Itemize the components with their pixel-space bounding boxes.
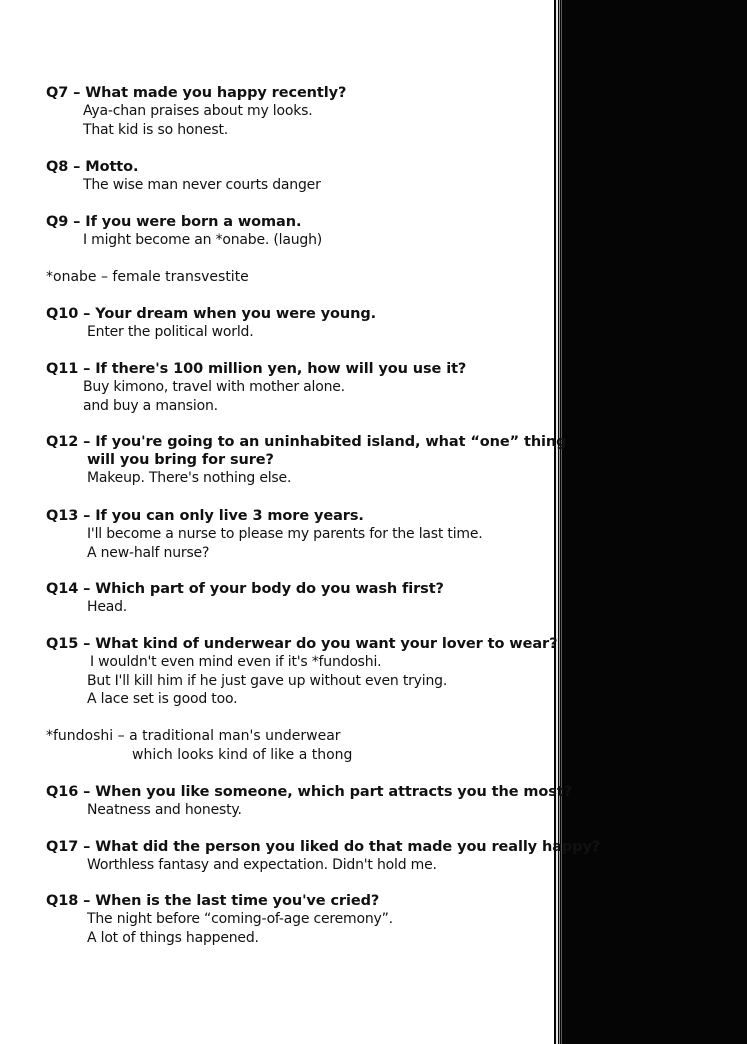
footnote-onabe: *onabe – female transvestite (46, 269, 249, 285)
question-text: What made you happy recently? (85, 85, 347, 101)
question-text: If you were born a woman. (85, 214, 302, 230)
edge-highlight-line (559, 0, 560, 1044)
qa-item-q15 (46, 635, 558, 709)
answer-line: A lace set is good too. (87, 691, 238, 707)
question-number: Q7 – (46, 85, 81, 101)
footnote-line: *fundoshi – a traditional man's underwear (46, 728, 341, 744)
answer-line: I wouldn't even mind even if it's *fundoshi. (90, 654, 382, 670)
question-number: Q14 – (46, 581, 91, 597)
question (46, 84, 546, 102)
answer-line: The wise man never courts danger (83, 177, 321, 193)
question-number: Q16 – (46, 784, 91, 800)
black-page-edge (554, 0, 747, 1044)
question-text: Your dream when you were young. (95, 306, 377, 322)
qa-item-q17 (46, 838, 601, 875)
question-text: Which part of your body do you wash first? (95, 581, 444, 597)
answer-line: The night before “coming-of-age ceremony”. (87, 911, 393, 927)
question-number: Q17 – (46, 839, 91, 855)
edge-highlight-line (561, 0, 562, 1044)
question (46, 838, 601, 856)
question-text: What did the person you liked do that made you really happy? (95, 839, 601, 855)
footnote-line-continued: which looks kind of like a thong (132, 746, 353, 763)
question (46, 433, 567, 469)
question-text: When you like someone, which part attracts you the most? (95, 784, 572, 800)
qa-item-q16 (46, 783, 572, 820)
answer-line: But I'll kill him if he just gave up without even trying. (87, 672, 448, 689)
question-text: What kind of underwear do you want your lover to wear? (95, 636, 558, 652)
answer-line: Aya-chan praises about my looks. (83, 103, 313, 119)
qa-item-q18 (46, 892, 546, 947)
answer-line: That kid is so honest. (83, 121, 228, 138)
qa-item-q10 (46, 305, 546, 342)
answer-line: Makeup. There's nothing else. (87, 470, 292, 486)
question-number: Q12 – (46, 434, 91, 450)
question (46, 635, 558, 653)
question (46, 507, 546, 525)
question-text: Motto. (85, 159, 139, 175)
question-number: Q9 – (46, 214, 81, 230)
qa-item-q8 (46, 158, 546, 195)
answer-line: Neatness and honesty. (87, 802, 242, 818)
question-number: Q18 – (46, 893, 91, 909)
question-text-continued: will you bring for sure? (87, 452, 274, 468)
answer-line: Head. (87, 599, 128, 615)
answer-line: Buy kimono, travel with mother alone. (83, 379, 345, 395)
question-text: If you can only live 3 more years. (95, 508, 364, 524)
question-number: Q10 – (46, 306, 91, 322)
question-text: When is the last time you've cried? (95, 893, 380, 909)
answer-line: I might become an *onabe. (laugh) (83, 232, 323, 248)
answer-line: I'll become a nurse to please my parents for the last time. (87, 526, 483, 542)
answer-line: and buy a mansion. (83, 397, 218, 414)
qa-item-q12 (46, 433, 567, 488)
qa-item-q9 (46, 213, 546, 250)
question (46, 892, 546, 910)
footnote-fundoshi (46, 727, 352, 764)
question (46, 360, 546, 378)
qa-item-q7 (46, 84, 546, 139)
answer-line: A new-half nurse? (87, 544, 210, 561)
question-number: Q13 – (46, 508, 91, 524)
question (46, 580, 546, 598)
answer-line: Enter the political world. (87, 324, 254, 340)
edge-highlight-line (556, 0, 558, 1044)
question (46, 305, 546, 323)
qa-item-q14 (46, 580, 546, 617)
answer-line: Worthless fantasy and expectation. Didn't hold me. (87, 857, 437, 873)
question (46, 783, 572, 801)
qa-item-q13 (46, 507, 546, 562)
qa-item-q11 (46, 360, 546, 415)
question (46, 213, 546, 231)
question-number: Q8 – (46, 159, 81, 175)
question-number: Q11 – (46, 361, 91, 377)
answer-line: A lot of things happened. (87, 929, 259, 946)
question-number: Q15 – (46, 636, 91, 652)
question-text: If there's 100 million yen, how will you use it? (95, 361, 467, 377)
question (46, 158, 546, 176)
question-text: If you're going to an uninhabited island, what “one” thing (95, 434, 567, 450)
